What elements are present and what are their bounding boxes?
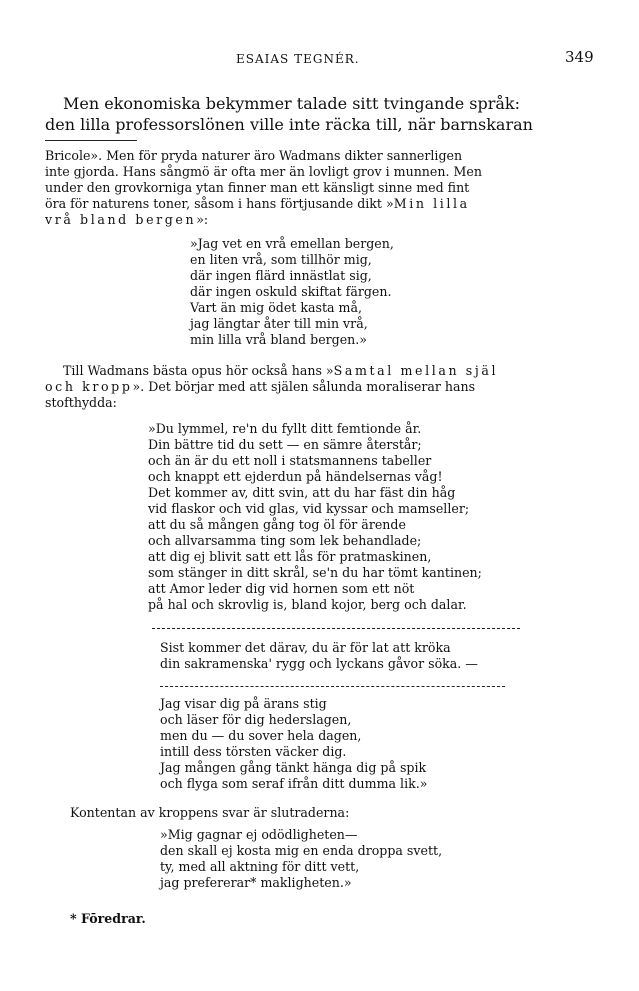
poem3-line: Sist kommer det därav, du är för lat att kröka [160, 640, 451, 655]
para1-line-5-tail: »: [196, 212, 209, 227]
poem3-line: din sakramenska' rygg och lyckans gåvor söka. — [160, 656, 478, 671]
para3: Kontentan av kroppens svar är slutraderna: [70, 805, 350, 820]
para1-line-3: under den grovkorniga ytan finner man ett känsligt sinne med fint [45, 180, 470, 195]
poem4-line: Jag mången gång tänkt hänga dig på spik [160, 760, 427, 775]
poem2-line: »Du lymmel, re'n du fyllt ditt femtionde år. [148, 421, 422, 436]
poem1-line: »Jag vet en vrå emellan bergen, [190, 236, 394, 251]
poem-title-part2: vrå bland bergen [45, 212, 197, 227]
poem4-line: och läser för dig hederslagen, [160, 712, 352, 727]
poem2-line: på hal och skrovlig is, bland kojor, berg och dalar. [148, 597, 467, 612]
footnote: * Fōredrar. [70, 911, 146, 926]
para1-line-4-text: öra för naturens toner, såsom i hans förtjusande dikt » [45, 196, 394, 211]
dashed-separator [152, 628, 520, 629]
poem1-line: jag längtar åter till min vrå, [190, 316, 368, 331]
para2-line-2 [45, 381, 475, 394]
para2-line-1-text: Till Wadmans bästa opus hör också hans » [63, 363, 334, 378]
poem2-line: och knappt ett ejderdun på händelsernas våg! [148, 469, 443, 484]
para1-line-4 [45, 198, 470, 211]
section-divider [45, 140, 137, 141]
poem4-line: och flyga som seraf ifrån ditt dumma lik.» [160, 776, 428, 791]
poem4-line: men du — du sover hela dagen, [160, 728, 362, 743]
poem5-line: den skall ej kosta mig en enda droppa svett, [160, 843, 443, 858]
poem2-line: Det kommer av, ditt svin, att du har fäst din håg [148, 485, 456, 500]
running-head: ESAIAS TEGNÉR. [236, 52, 360, 66]
poem2-line: som stänger in ditt skrål, se'n du har tömt kantinen; [148, 565, 482, 580]
para2-line-1 [63, 365, 498, 378]
para2-line-3: stofthydda: [45, 395, 117, 410]
poem1-line: där ingen flärd innästlat sig, [190, 268, 372, 283]
poem2-line: vid flaskor och vid glas, vid kyssar och mamseller; [148, 501, 470, 516]
poem1-line: där ingen oskuld skiftat färgen. [190, 284, 392, 299]
para1-line-1: Bricole». Men för pryda naturer äro Wadmans dikter sannerligen [45, 148, 463, 163]
poem2-line: att dig ej blivit satt ett lås för pratmaskinen, [148, 549, 432, 564]
dashed-separator [160, 686, 505, 687]
poem2-line: Din bättre tid du sett — en sämre återstår; [148, 437, 422, 452]
para1-line-5 [45, 214, 208, 227]
poem1-line: Vart än mig ödet kasta må, [190, 300, 362, 315]
poem2-line: och än är du ett noll i statsmannens tabeller [148, 453, 432, 468]
poem2-line: att Amor leder dig vid hornen som ett nöt [148, 581, 415, 596]
top-line-1: Men ekonomiska bekymmer talade sitt tvingande språk: [63, 94, 520, 113]
poem2-title-part1: Samtal mellan själ [333, 363, 499, 378]
poem1-line: en liten vrå, som tillhör mig, [190, 252, 372, 267]
poem-title-part1: Min lilla [393, 196, 470, 211]
poem2-title-part2: och kropp [45, 379, 133, 394]
poem2-line: att du så mången gång tog öl för ärende [148, 517, 406, 532]
poem5-line: jag prefererar* makligheten.» [160, 875, 352, 890]
poem4-line: intill dess törsten väcker dig. [160, 744, 347, 759]
poem5-line: ty, med all aktning för ditt vett, [160, 859, 360, 874]
page-number: 349 [565, 48, 594, 66]
poem4-line: Jag visar dig på ärans stig [160, 696, 327, 711]
poem5-line: »Mig gagnar ej odödligheten— [160, 827, 358, 842]
top-line-2: den lilla professorslönen ville inte räcka till, när barnskaran [45, 115, 533, 134]
poem1-line: min lilla vrå bland bergen.» [190, 332, 367, 347]
poem2-line: och allvarsamma ting som lek behandlade; [148, 533, 422, 548]
para1-line-2: inte gjorda. Hans sångmö är ofta mer än lovligt grov i munnen. Men [45, 164, 482, 179]
para2-line-2-text: ». Det börjar med att själen sålunda moraliserar hans [132, 379, 476, 394]
